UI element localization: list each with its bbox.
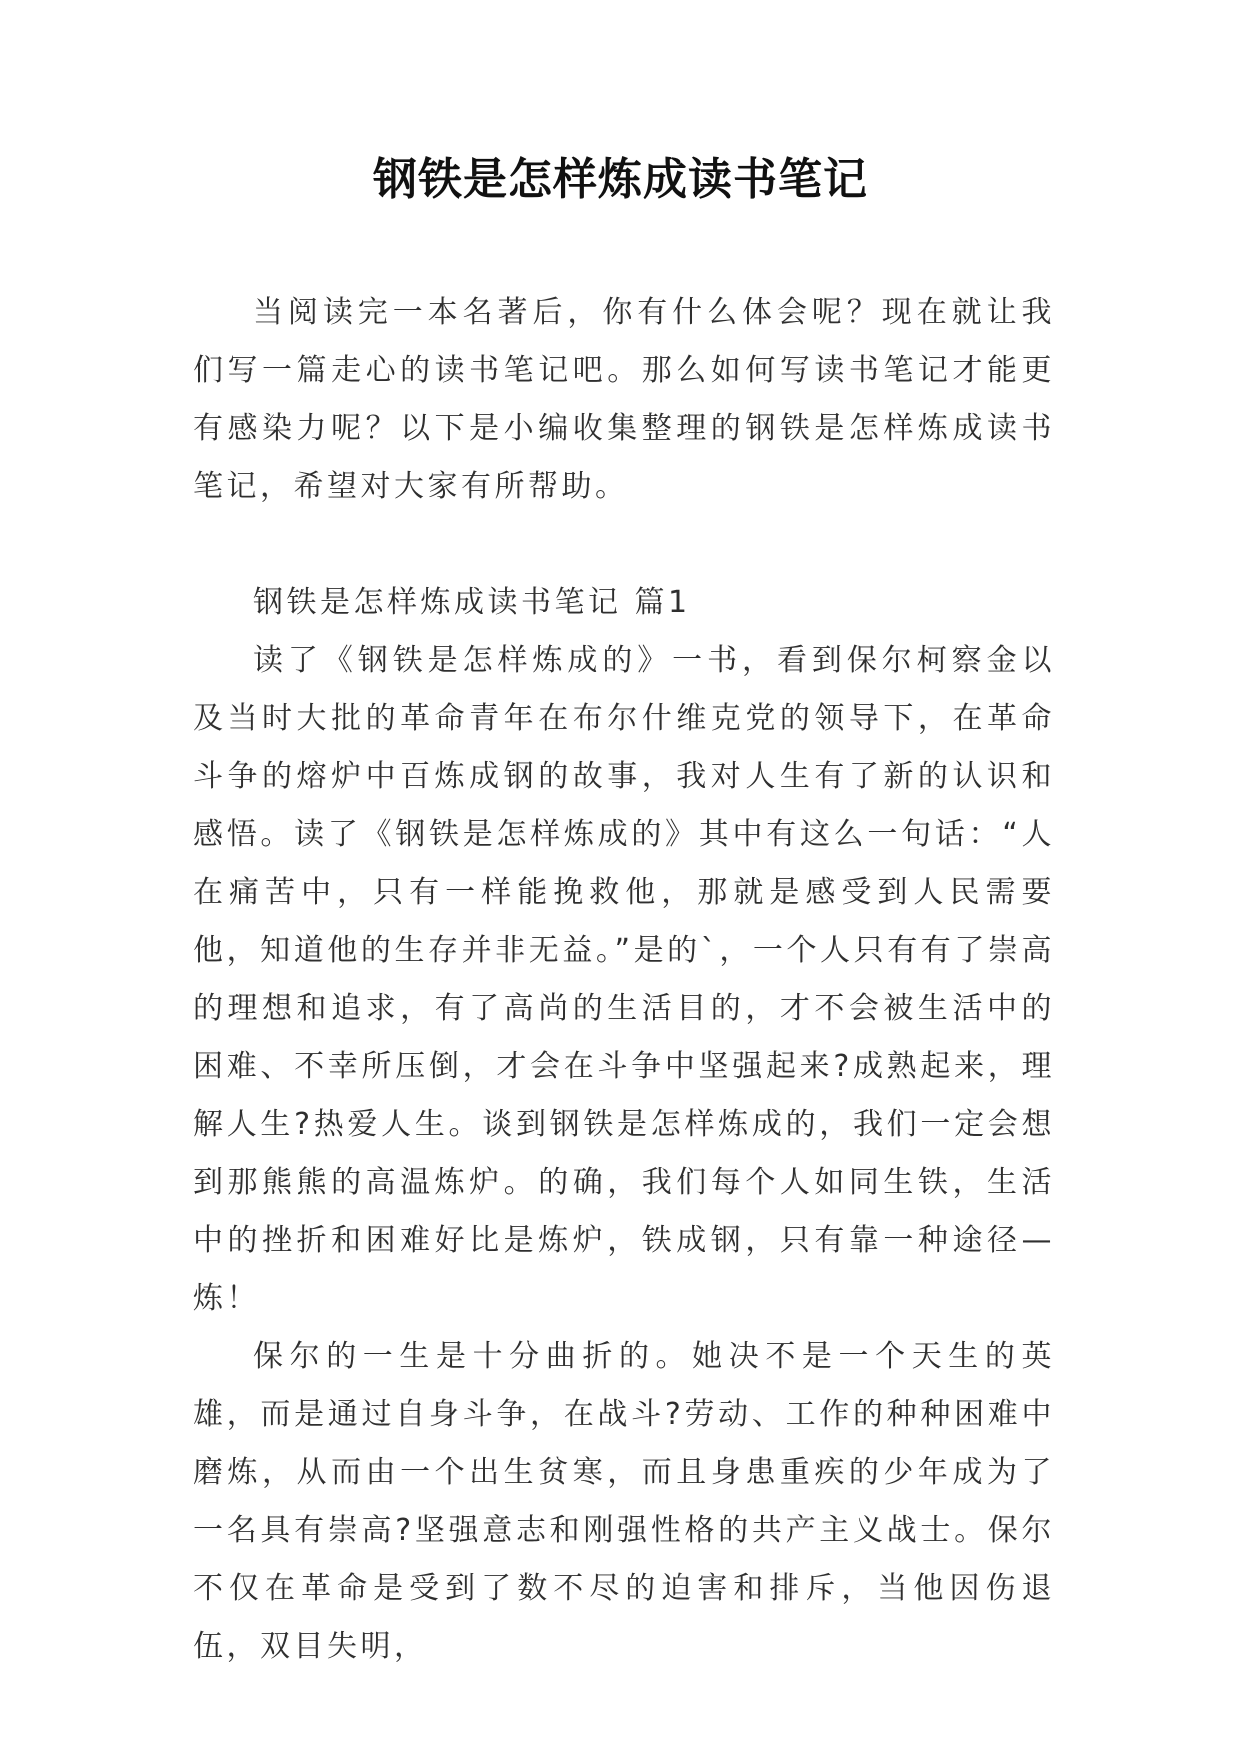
section-heading: 钢铁是怎样炼成读书笔记 篇1 <box>253 585 691 620</box>
paragraph-spacer <box>193 516 1055 574</box>
body-paragraph-2: 保尔的一生是十分曲折的。她决不是一个天生的英雄，而是通过自身斗争，在战斗?劳动、工作的种种困难中磨炼，从而由一个出生贫寒，而且身患重疾的少年成为了一名具有崇高?坚强意志和刚强性格的共产主义战士。保尔不仅在革命是受到了数不尽的迫害和排斥，当他因伤退伍，双目失明， <box>193 1339 1055 1664</box>
document-title: 钢铁是怎样炼成读书笔记 <box>373 154 868 205</box>
body-paragraph-1: 读了《钢铁是怎样炼成的》一书，看到保尔柯察金以及当时大批的革命青年在布尔什维克党的领导下，在革命斗争的熔炉中百炼成钢的故事，我对人生有了新的认识和感悟。读了《钢铁是怎样炼成的》其中有这么一句话：“人在痛苦中，只有一样能挽救他，那就是感受到人民需要他，知道他的生存并非无益。”是的`，一个人只有有了崇高的理想和追求，有了高尚的生活目的，才不会被生活中的困难、不幸所压倒，才会在斗争中坚强起来?成熟起来，理解人生?热爱人生。谈到钢铁是怎样炼成的，我们一定会想到那熊熊的高温炼炉。的确，我们每个人如同生铁，生活中的挫折和困难好比是炼炉，铁成钢，只有靠一种途径—炼！ <box>193 643 1055 1316</box>
intro-paragraph: 当阅读完一本名著后，你有什么体会呢？现在就让我们写一篇走心的读书笔记吧。那么如何写读书笔记才能更有感染力呢？以下是小编收集整理的钢铁是怎样炼成读书笔记，希望对大家有所帮助。 <box>193 295 1055 504</box>
document-body <box>193 284 1055 1676</box>
